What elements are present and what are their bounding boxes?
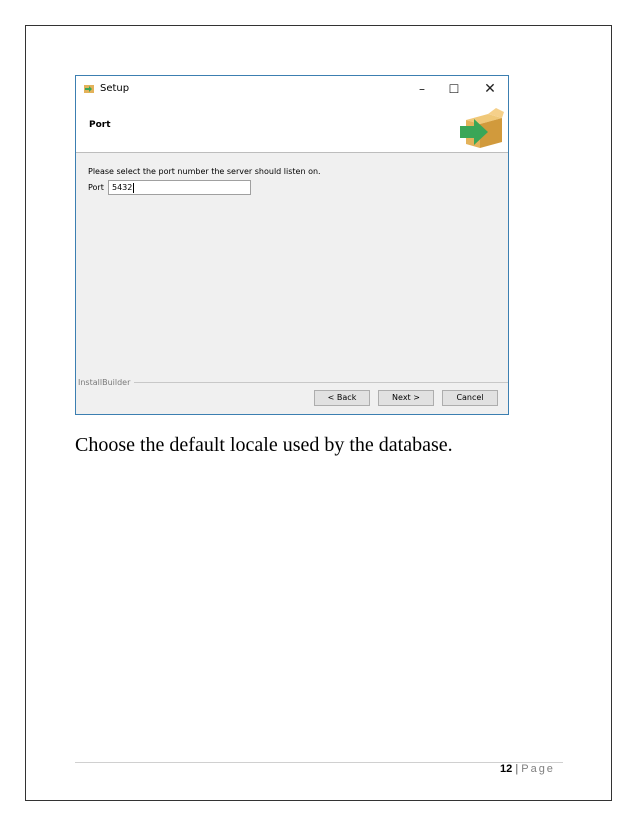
dialog-header: [76, 102, 508, 153]
footer-separator: [132, 382, 508, 383]
title-bar: [76, 76, 508, 102]
port-label: Port: [88, 183, 104, 192]
minimize-button[interactable]: –: [419, 82, 425, 96]
setup-box-icon: [83, 83, 95, 94]
port-input[interactable]: [108, 180, 251, 195]
port-prompt: Please select the port number the server should listen on.: [88, 167, 321, 176]
page-word: Page: [521, 763, 555, 775]
maximize-button[interactable]: ☐: [448, 82, 460, 96]
setup-dialog-screenshot: [75, 75, 509, 415]
page-footer: [500, 763, 555, 775]
next-button[interactable]: Next >: [378, 390, 434, 406]
page-title: Port: [89, 120, 111, 130]
box-arrow-logo: [458, 104, 504, 150]
footer-rule: [75, 762, 563, 763]
cancel-button[interactable]: Cancel: [442, 390, 498, 406]
installbuilder-label: InstallBuilder: [78, 378, 134, 387]
page-number: 12: [500, 763, 513, 775]
close-button[interactable]: ✕: [484, 81, 496, 97]
body-paragraph: Choose the default locale used by the database.: [75, 434, 453, 456]
back-button[interactable]: < Back: [314, 390, 370, 406]
page-separator: |: [515, 763, 519, 775]
window-title: Setup: [100, 83, 130, 94]
text-caret: [133, 183, 134, 193]
port-value: 5432: [112, 183, 133, 192]
